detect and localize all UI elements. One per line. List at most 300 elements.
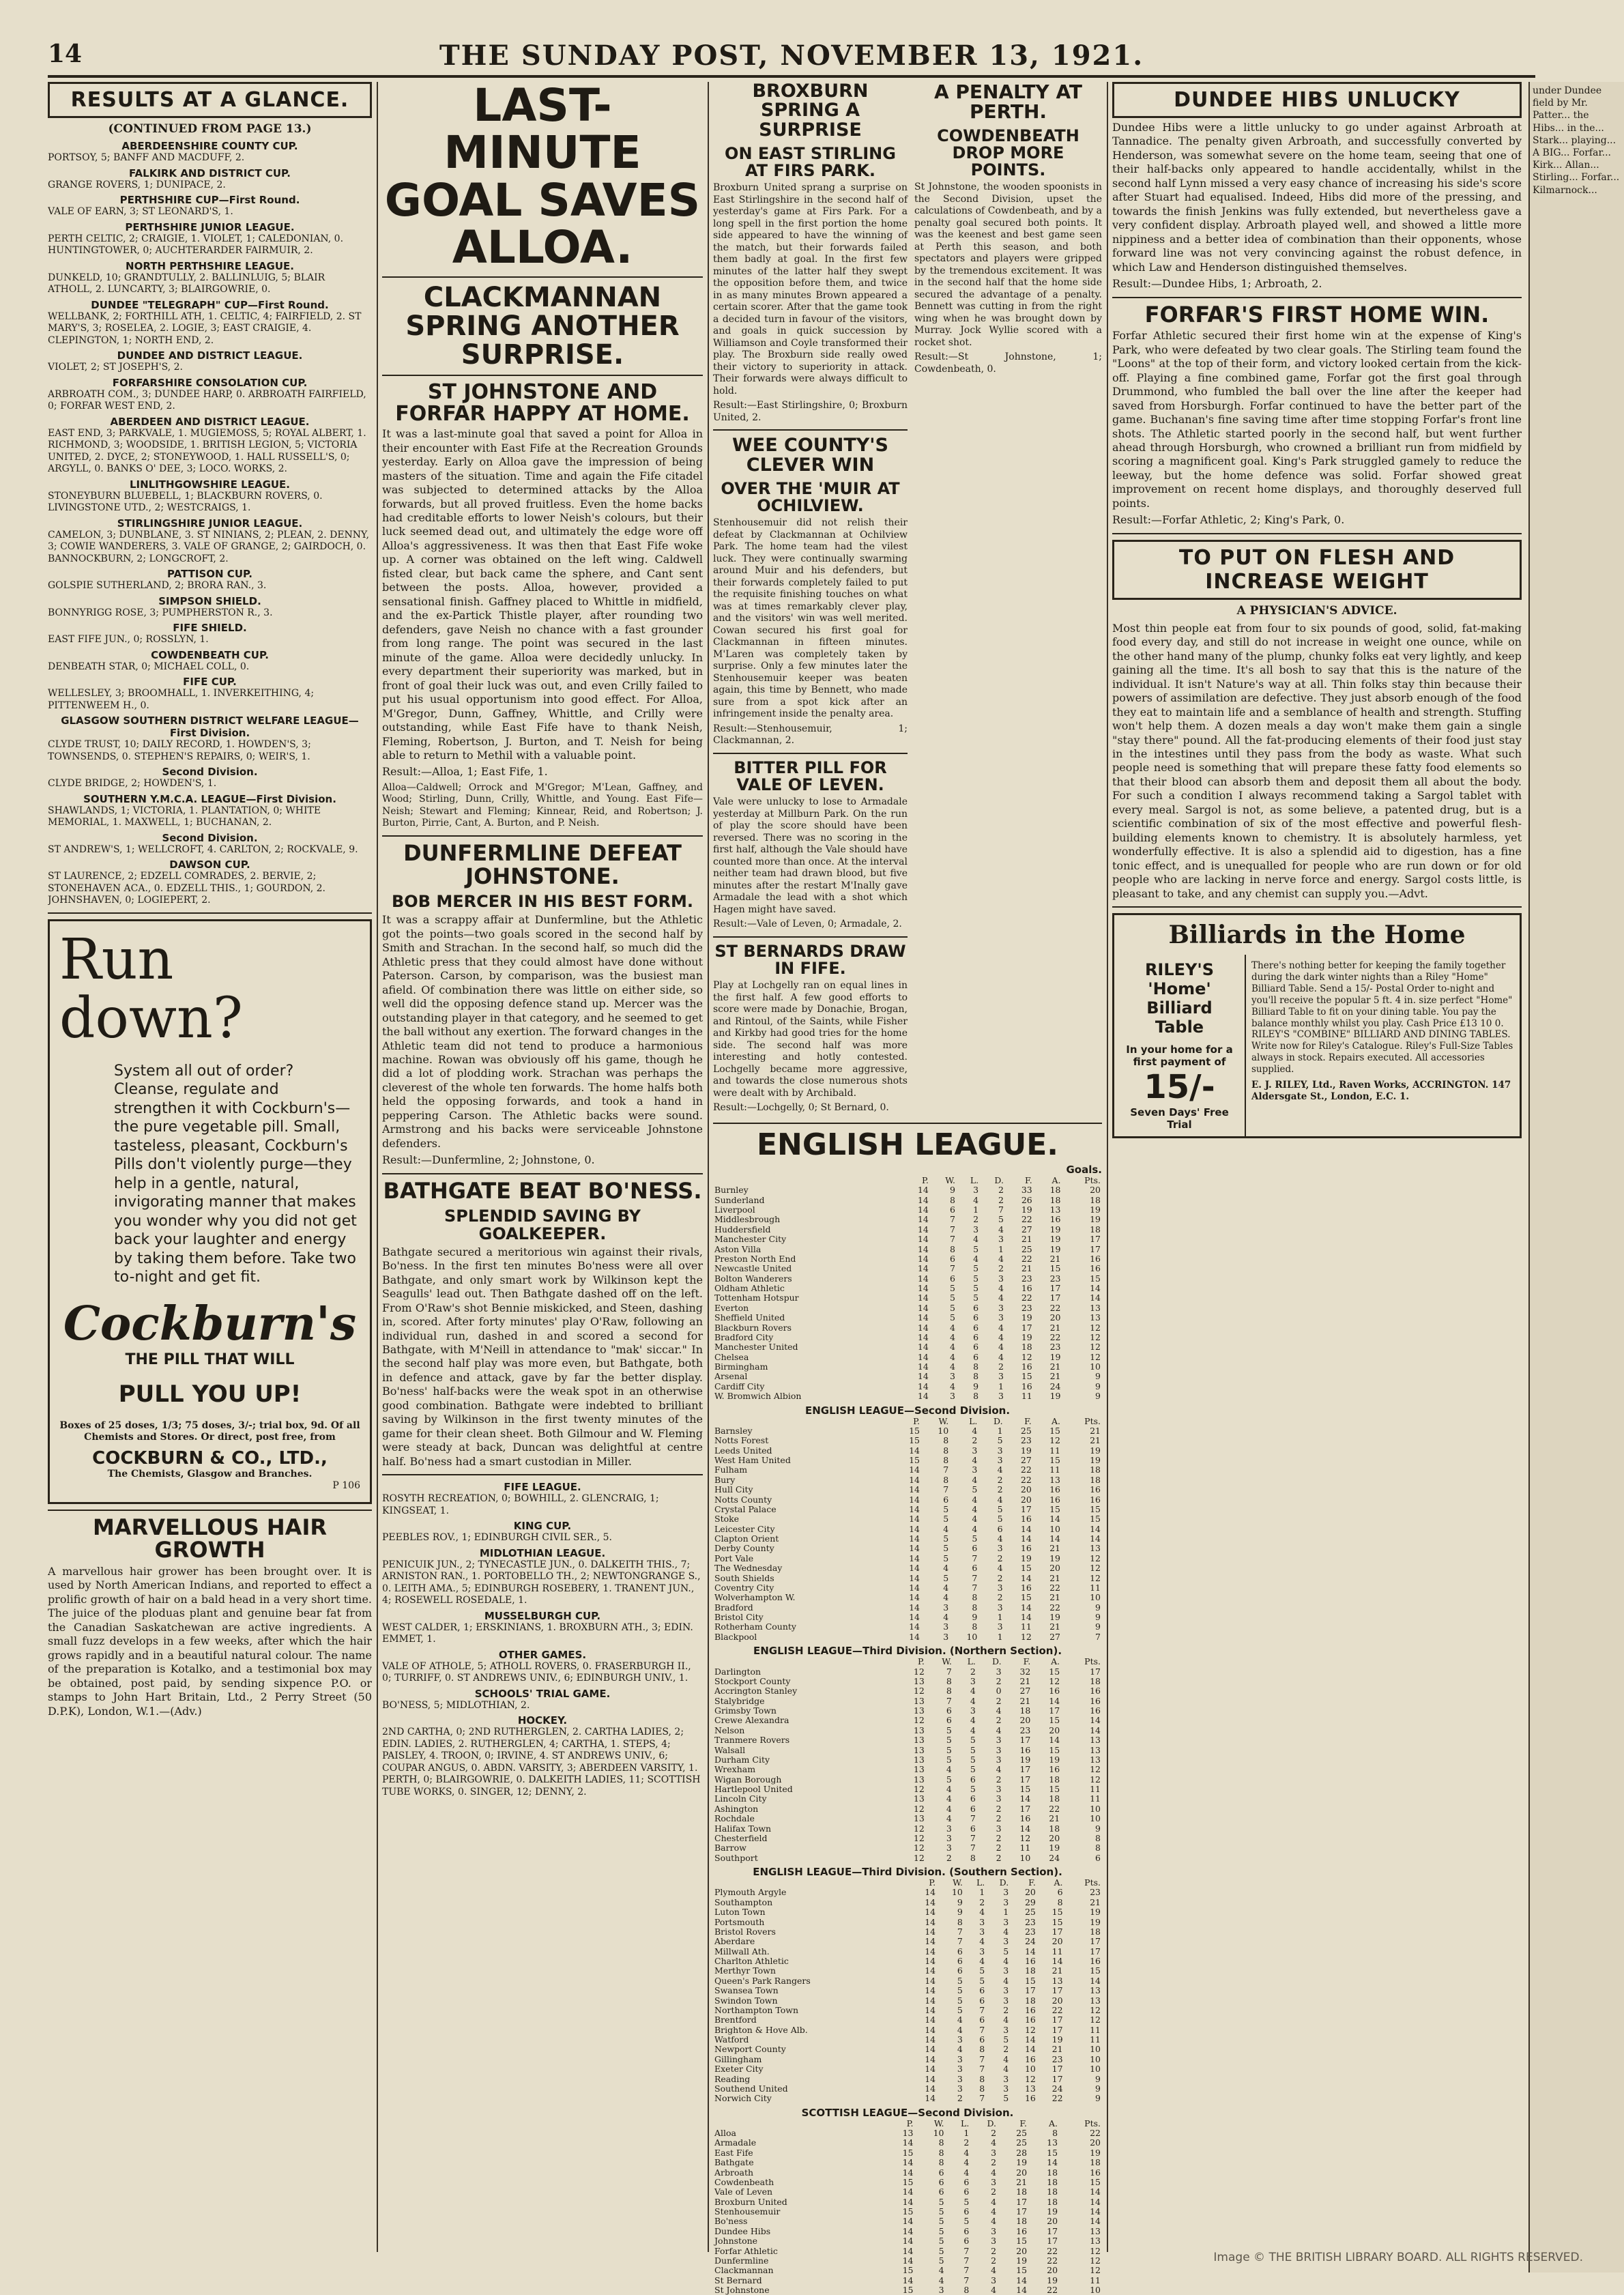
table-cell: 22 <box>1047 2245 1058 2256</box>
table-cell: 19 <box>1049 1391 1061 1402</box>
table-cell: 16 <box>1049 1686 1060 1697</box>
table-cell: 14 <box>925 1936 936 1947</box>
table-cell: 14 <box>1052 1956 1063 1967</box>
table-cell: 3 <box>991 2275 997 2285</box>
table-cell: 6 <box>973 1351 979 1362</box>
table-cell: 22 <box>1049 1803 1060 1814</box>
table-row <box>713 1613 1102 1622</box>
table-cell: 12 <box>1090 1351 1101 1362</box>
table-cell: 6 <box>970 1774 976 1785</box>
bathgate-subhead: SPLENDID SAVING BY GOALKEEPER. <box>444 1207 641 1243</box>
team-name: Vale of Leven <box>714 2186 773 2197</box>
section-results: VALE OF ATHOLE, 5; ATHOLL ROVERS, 0. FRASERBURGH II., 0; TURRIFF, 0. ST ANDREWS UNIV., 6; EDINBURGH UNIV., 1. <box>382 1660 691 1684</box>
perth-headline: A PENALTY AT PERTH. <box>933 82 1083 124</box>
table-cell: 19 <box>1047 2206 1058 2217</box>
table-cell: 14 <box>1090 1533 1101 1544</box>
team-name: Southend United <box>714 2083 788 2094</box>
table-cell: 3 <box>996 1784 1002 1795</box>
team-name: Bradford <box>714 1602 753 1613</box>
table-row <box>713 2217 1102 2226</box>
advert-prices: Boxes of 25 doses, 1/3; 75 doses, 3/-; trial box, 9d. Of all Chemists and Stores. Or direct, post free, from <box>59 1419 360 1443</box>
team-name: Bristol Rovers <box>714 1926 776 1937</box>
table-cell: 15 <box>1049 1666 1060 1677</box>
table-cell: 6 <box>972 1563 978 1574</box>
table-cell: 14 <box>917 1263 929 1274</box>
section-results: EAST END, 3; PARKVALE, 1. MUGIEMOSS, 5; ROYAL ALBERT, 1. RICHMOND, 3; WOODSIDE, 1. BRITISH LEGION, 5; VICTORIA UNITED, 2. DYCE, 2; STONEYWOOD, 1. HALL RUSSELL'S, 0; ARGYLL, 0. BANKS O' DEE, 3; LOCO. WORKS, 2. <box>48 427 366 474</box>
table-row <box>713 1534 1102 1544</box>
table-cell: 1 <box>963 2128 970 2139</box>
table-cell: 14 <box>917 1283 929 1294</box>
table-cell: 18 <box>1016 2216 1028 2227</box>
table-cell: 25 <box>1024 1907 1036 1918</box>
column-rule <box>708 82 709 2252</box>
table-cell: 8 <box>946 1675 952 1686</box>
table-cell: 6 <box>957 1956 963 1967</box>
table-cell: 5 <box>972 1484 978 1495</box>
team-name: Gillingham <box>714 2053 762 2064</box>
table-cell: 20 <box>1047 2265 1058 2276</box>
table-row <box>713 1254 1102 1264</box>
table-cell: 14 <box>925 2004 936 2015</box>
table-cell: 4 <box>972 1523 978 1534</box>
table-cell: 1 <box>997 1612 1003 1623</box>
table-cell: 16 <box>1090 1494 1101 1505</box>
team-name: Southampton <box>714 1896 773 1907</box>
table-cell: 8 <box>972 1602 978 1613</box>
team-name: Rotherham County <box>714 1621 796 1632</box>
team-name: Aberdare <box>714 1936 755 1947</box>
table-cell: 4 <box>938 2275 944 2285</box>
table-cell: 16 <box>1090 1484 1101 1495</box>
table-cell: 9 <box>1095 1612 1101 1623</box>
table-cell: 17 <box>1090 1243 1101 1254</box>
table-cell: 21 <box>1049 1322 1061 1333</box>
team-name: Reading <box>714 2073 751 2084</box>
table-cell: 5 <box>943 1543 949 1554</box>
table-row <box>713 1342 1102 1352</box>
flesh-headline: TO PUT ON FLESH AND INCREASE WEIGHT <box>1112 540 1522 600</box>
table-cell: 4 <box>973 1253 979 1264</box>
table-cell: 17 <box>1016 2206 1028 2217</box>
section-heading: SIMPSON SHIELD. <box>158 594 261 607</box>
table-cell: 14 <box>925 1975 936 1986</box>
table-cell: 17 <box>1049 1283 1061 1294</box>
table-cell: 12 <box>1090 1764 1101 1775</box>
table-cell: 5 <box>943 1572 949 1583</box>
table-cell: 14 <box>1049 1533 1060 1544</box>
section-heading: MUSSELBURGH CUP. <box>484 1609 601 1622</box>
table-cell: 2 <box>1003 2004 1009 2015</box>
table-cell: 17 <box>1090 1666 1101 1677</box>
billiards-body: There's nothing better for keeping the family together during the dark winter nights than a Riley "Home" Billiard Table. Send a 15/- Postal Order to-night and you'll receive the popular 5 ft. 4 in. size perfect "Home" Billiard Table to fit on your dining table. You pay the balance monthly whilst you play. Cash Price £13 10 0. RILEY'S "COMBINE" BILLIARD AND DINING TABLES. Write now for Riley's Catalogue. Riley's Full-Size Tables always in stock. Repairs executed. All accessories supplied. <box>1251 960 1513 1076</box>
table-cell: 19 <box>1020 1445 1032 1456</box>
table-cell: 4 <box>970 1695 976 1706</box>
table-cell: 1 <box>998 1381 1004 1391</box>
table-cell: 12 <box>1090 1322 1101 1333</box>
wee-county-headline: WEE COUNTY'S CLEVER WIN <box>731 435 889 476</box>
table-cell: 14 <box>1090 1975 1101 1986</box>
table-cell: 10 <box>1090 1361 1101 1372</box>
table-cell: 22 <box>1020 1464 1032 1475</box>
table-cell: 25 <box>1016 2128 1028 2139</box>
table-cell: 17 <box>1049 1705 1060 1716</box>
table-cell: 14 <box>917 1331 929 1342</box>
section-results: CAMELON, 3; DUNBLANE, 3. ST NINIANS, 2; PLEAN, 2. DENNY, 3; COWIE WANDERERS, 3. VALE OF GRANGE, 2; GAIRDOCH, 0. BANNOCKBURN, 2; LONGCROFT, 2. <box>48 529 369 564</box>
table-cell: 14 <box>917 1194 929 1205</box>
table-cell: 11 <box>1021 1391 1032 1402</box>
table-cell: 14 <box>917 1253 929 1264</box>
table-cell: 7 <box>949 1263 955 1274</box>
table-cell: 3 <box>957 2034 963 2045</box>
table-cell: 3 <box>1003 2024 1009 2035</box>
table-cell: 15 <box>1090 1965 1101 1976</box>
table-cell: 14 <box>909 1543 920 1554</box>
table-cell: 4 <box>998 1293 1004 1303</box>
table-cell: 8 <box>979 2044 985 2055</box>
table-cell: 8 <box>938 2137 944 2148</box>
table-cell: 10 <box>933 2128 944 2139</box>
table-cell: 19 <box>1016 2255 1028 2266</box>
section-heading: PERTHSHIRE CUP—First Round. <box>119 194 300 206</box>
table-cell: 4 <box>943 1592 949 1603</box>
section-heading: ABERDEENSHIRE COUNTY CUP. <box>121 140 298 152</box>
table-cell: 18 <box>1019 1705 1031 1716</box>
table-cell: 16 <box>1024 2093 1036 2104</box>
column-dundee <box>1112 82 1522 1138</box>
table-cell: 14 <box>1090 2196 1101 2207</box>
team-name: Bury <box>714 1474 736 1485</box>
table-row <box>713 1284 1102 1293</box>
table-row <box>713 1456 1102 1465</box>
table-cell: 15 <box>1090 1273 1101 1284</box>
table-cell: 16 <box>1090 1695 1101 1706</box>
table-cell: 15 <box>909 1435 920 1446</box>
table-cell: 14 <box>909 1445 920 1456</box>
table-cell: 2 <box>997 1484 1003 1495</box>
table-cell: 13 <box>1090 1302 1101 1313</box>
table-cell: 3 <box>996 1754 1002 1765</box>
table-cell: 21 <box>1049 1572 1060 1583</box>
table-cell: 12 <box>1090 2255 1101 2266</box>
table-cell: 14 <box>909 1631 920 1642</box>
table-cell: 4 <box>997 1464 1003 1475</box>
table-header: L. <box>970 1174 979 1185</box>
section-results: CLYDE TRUST, 10; DAILY RECORD, 1. HOWDEN'S, 3; TOWNSENDS, 0. STEPHEN'S REPAIRS, 0; WEIR'S, 1. <box>48 739 311 762</box>
team-name: Bradford City <box>714 1331 774 1342</box>
table-cell: 8 <box>972 1621 978 1632</box>
table-cell: 20 <box>1049 1724 1060 1735</box>
cockburn-advert <box>48 919 372 1504</box>
table-cell: 19 <box>1049 1843 1060 1853</box>
table-cell: 14 <box>917 1322 929 1333</box>
table-cell: 19 <box>1090 1445 1101 1456</box>
table-cell: 4 <box>998 1253 1004 1264</box>
table-cell: 18 <box>1090 1224 1101 1235</box>
table-cell: 12 <box>1090 1572 1101 1583</box>
table-row <box>713 1525 1102 1534</box>
table-cell: 18 <box>1047 2167 1058 2178</box>
table-cell: 5 <box>970 1735 976 1746</box>
table-cell: 12 <box>913 1666 925 1677</box>
section-results: SHAWLANDS, 1; VICTORIA, 1. PLANTATION, 0; WHITE MEMORIAL, 1. MAXWELL, 1; BUCHANAN, 2. <box>48 805 321 828</box>
table-cell: 14 <box>1090 2216 1101 2227</box>
div2-heading: ENGLISH LEAGUE—Second Division. <box>804 1404 1011 1417</box>
table-cell: 19 <box>1090 1455 1101 1466</box>
table-cell: 2 <box>946 1852 952 1863</box>
table-cell: 15 <box>1090 2176 1101 2187</box>
table-cell: 13 <box>913 1764 925 1775</box>
table-cell: 14 <box>1020 1572 1032 1583</box>
table-cell: 12 <box>1049 1675 1060 1686</box>
table-cell: 10 <box>1090 1813 1101 1824</box>
table-cell: 3 <box>957 2083 963 2094</box>
table-cell: 19 <box>1090 1907 1101 1918</box>
table-cell: 18 <box>1049 1194 1061 1205</box>
table-cell: 5 <box>979 1975 985 1986</box>
table-cell: 15 <box>1090 1514 1101 1525</box>
table-row <box>713 2227 1102 2236</box>
table-cell: 3 <box>991 2236 997 2247</box>
table-cell: 17 <box>1090 1234 1101 1245</box>
table-cell: 5 <box>949 1283 955 1294</box>
table-cell: 9 <box>973 1381 979 1391</box>
table-cell: 19 <box>1049 1553 1060 1563</box>
table-cell: 17 <box>1019 1774 1031 1785</box>
table-cell: 4 <box>949 1381 955 1391</box>
table-cell: 1 <box>973 1204 979 1215</box>
table-cell: 2 <box>997 1572 1003 1583</box>
team-name: Chelsea <box>714 1351 749 1362</box>
billiards-brand: RILEY'S 'Home' Billiard Table <box>1144 960 1215 1037</box>
table-row <box>713 1574 1102 1583</box>
table-cell: 7 <box>963 2275 970 2285</box>
advert-company-address: The Chemists, Glasgow and Branches. <box>107 1468 313 1480</box>
table-cell: 4 <box>991 2167 997 2178</box>
table-cell: 9 <box>957 1907 963 1918</box>
table-row <box>713 2187 1102 2197</box>
table-cell: 13 <box>913 1705 925 1716</box>
table-row <box>713 2178 1102 2187</box>
table-cell: 23 <box>1049 1273 1061 1284</box>
table-cell: 14 <box>909 1582 920 1593</box>
table-cell: 21 <box>1052 2044 1063 2055</box>
team-name: Aston Villa <box>714 1243 762 1254</box>
table-cell: 6 <box>949 1204 955 1215</box>
table-cell: 4 <box>998 1351 1004 1362</box>
table-cell: 3 <box>949 1371 955 1382</box>
table-row <box>713 1667 1102 1677</box>
advert-headline: Run down? <box>59 927 243 1051</box>
dundee-hibs-result: Result:—Dundee Hibs, 1; Arbroath, 2. <box>1112 277 1322 291</box>
team-name: Wolverhampton W. <box>714 1592 796 1603</box>
table-cell: 10 <box>951 1887 963 1898</box>
table-cell: 2 <box>998 1361 1004 1372</box>
table-cell: 13 <box>913 1675 925 1686</box>
table-cell: 9 <box>972 1612 978 1623</box>
table-cell: 15 <box>1024 1975 1036 1986</box>
table-cell: 5 <box>957 1985 963 1996</box>
table-cell: 13 <box>1024 2083 1036 2094</box>
table-row <box>713 1333 1102 1342</box>
table-row <box>713 1918 1102 1927</box>
table-cell: 16 <box>1049 1764 1060 1775</box>
table-cell: 5 <box>970 1754 976 1765</box>
table-cell: 7 <box>949 1214 955 1225</box>
table-cell: 13 <box>1049 1204 1061 1215</box>
table-cell: 15 <box>909 1455 920 1466</box>
table-cell: 16 <box>1020 1543 1032 1554</box>
table-cell: 9 <box>957 1896 963 1907</box>
table-cell: 6 <box>973 1312 979 1323</box>
table-row <box>713 1563 1102 1573</box>
table-cell: 13 <box>913 1774 925 1785</box>
section-heading: NORTH PERTHSHIRE LEAGUE. <box>126 259 294 272</box>
table-cell: 5 <box>949 1312 955 1323</box>
table-cell: 25 <box>1020 1425 1032 1436</box>
section-heading: FIFE SHIELD. <box>173 622 247 634</box>
team-name: Fulham <box>714 1464 748 1475</box>
table-header: A. <box>1051 1415 1060 1426</box>
table-cell: 6 <box>946 1715 952 1726</box>
table-cell: 21 <box>1090 1425 1101 1436</box>
team-name: Charlton Athletic <box>714 1956 789 1967</box>
table-cell: 17 <box>1052 2015 1063 2025</box>
table-cell: 14 <box>917 1234 929 1245</box>
team-name: Wrexham <box>714 1764 756 1775</box>
table-cell: 5 <box>972 1533 978 1544</box>
table-cell: 23 <box>1052 2053 1063 2064</box>
page-number: 14 <box>48 40 83 68</box>
table-cell: 14 <box>925 1995 936 2006</box>
table-cell: 19 <box>1090 1204 1101 1215</box>
table-header: L. <box>961 2118 970 2128</box>
table-cell: 14 <box>925 2053 936 2064</box>
table-cell: 29 <box>1024 1896 1036 1907</box>
table-cell: 5 <box>957 1975 963 1986</box>
table-cell: 4 <box>957 2015 963 2025</box>
team-name: Swansea Town <box>714 1985 779 1996</box>
table-cell: 10 <box>966 1631 978 1642</box>
table-cell: 16 <box>1019 1744 1031 1755</box>
table-cell: 14 <box>925 1946 936 1957</box>
broxburn-body: Broxburn United sprang a surprise on East Stirlingshire in the second half of yesterday's game at Firs Park. For a long spell in the first portion the home side appeared to have the winning of the match, but their forwards failed them badly at goal. In the first few minutes of the latter half they swept the opposition before them, and twice in as many minutes Brown appeared a certain scorer. After that the game took a decided turn in favour of the visitors, and goals in quick succession by Williamson and Coyle transformed their play. The Broxburn side really owed their victory to superiority in attack. Their forwards were always difficult to hold. <box>713 182 908 396</box>
section-heading: ABERDEEN AND DISTRICT LEAGUE. <box>110 415 310 428</box>
table-cell: 19 <box>1021 1312 1032 1323</box>
clackmannan-headline: CLACKMANNAN SPRING ANOTHER SURPRISE. <box>405 282 680 371</box>
table-cell: 8 <box>979 2083 985 2094</box>
table-cell: 4 <box>943 1582 949 1593</box>
team-name: Southport <box>714 1852 758 1863</box>
table-cell: 24 <box>1052 2083 1063 2094</box>
table-cell: 4 <box>970 1715 976 1726</box>
table-cell: 14 <box>909 1533 920 1544</box>
table-cell: 27 <box>1020 1455 1032 1466</box>
section-results: DENBEATH STAR, 0; MICHAEL COLL, 0. <box>48 661 250 672</box>
table-cell: 6 <box>957 1946 963 1957</box>
table-cell: 6 <box>979 2015 985 2025</box>
table-header: A. <box>1049 2118 1058 2128</box>
table-cell: 6 <box>949 1273 955 1284</box>
table-cell: 21 <box>1052 1965 1063 1976</box>
table-cell: 14 <box>1090 1724 1101 1735</box>
table-cell: 14 <box>909 1523 920 1534</box>
table-cell: 33 <box>1021 1185 1032 1196</box>
team-name: Clapton Orient <box>714 1533 779 1544</box>
table-cell: 3 <box>946 1843 952 1853</box>
table-cell: 16 <box>1020 1514 1032 1525</box>
table-cell: 5 <box>979 1965 985 1976</box>
table-cell: 5 <box>943 1514 949 1525</box>
table-cell: 19 <box>1021 1331 1032 1342</box>
team-name: Lincoln City <box>714 1793 767 1804</box>
table-cell: 22 <box>1020 1474 1032 1485</box>
table-cell: 9 <box>1095 1823 1101 1834</box>
table-cell: 13 <box>913 1724 925 1735</box>
table-header: A. <box>1052 1174 1061 1185</box>
table-cell: 1 <box>998 1243 1004 1254</box>
table-cell: 6 <box>949 1253 955 1264</box>
english-league-div3n-table <box>713 1657 1102 1863</box>
flesh-subhead: A PHYSICIAN'S ADVICE. <box>1236 603 1397 618</box>
table-cell: 11 <box>1090 2275 1101 2285</box>
table-cell: 6 <box>973 1342 979 1353</box>
team-name: Rochdale <box>714 1813 755 1824</box>
table-cell: 3 <box>1003 1985 1009 1996</box>
team-name: Accrington Stanley <box>714 1686 798 1697</box>
wee-county-body: Stenhousemuir did not relish their defeat by Clackmannan at Ochilview Park. The home team had the vilest luck. They were continually swarming around Muir and his defenders, but their forwards completely failed to put the requisite finishing touches on what was at times remarkably clever play, and the visitors' win was well merited. Cowan secured his first goal for Clackmannan in fifteen minutes. M'Laren was completely taken by surprise. Only a few minutes later the Stenhousemuir keeper was beaten again, this time by Bennett, who made sure from a spot kick after an infringement inside the penalty area. <box>713 517 908 720</box>
table-cell: 18 <box>1090 1675 1101 1686</box>
table-row <box>713 1794 1102 1804</box>
team-name: Sheffield United <box>714 1312 785 1323</box>
table-cell: 20 <box>1024 1887 1036 1898</box>
billiards-right-panel <box>1246 955 1520 1136</box>
table-cell: 13 <box>902 2128 914 2139</box>
table-cell: 14 <box>917 1243 929 1254</box>
table-cell: 15 <box>1047 2147 1058 2158</box>
section-results: PEEBLES ROV., 1; EDINBURGH CIVIL SER., 5. <box>382 1532 612 1544</box>
table-row <box>713 1235 1102 1244</box>
wee-county-subhead: OVER THE 'MUIR AT OCHILVIEW. <box>721 479 900 516</box>
table-cell: 14 <box>917 1391 929 1402</box>
table-row <box>713 1697 1102 1706</box>
table-cell: 7 <box>998 1204 1004 1215</box>
table-cell: 16 <box>1090 1253 1101 1264</box>
team-name: Newcastle United <box>714 1263 792 1274</box>
table-row <box>713 1824 1102 1834</box>
table-cell: 21 <box>1049 1592 1060 1603</box>
table-cell: 14 <box>925 1896 936 1907</box>
table-cell: 23 <box>1021 1273 1032 1284</box>
table-cell: 14 <box>917 1224 929 1235</box>
table-cell: 6 <box>963 2236 970 2247</box>
section-heading: DUNDEE AND DISTRICT LEAGUE. <box>117 349 303 362</box>
section-results: GOLSPIE SUTHERLAND, 2; BRORA RAN., 3. <box>48 580 267 591</box>
billiards-left-panel <box>1114 955 1246 1136</box>
table-row <box>713 1716 1102 1725</box>
table-cell: 5 <box>1003 2093 1009 2104</box>
table-cell: 19 <box>1049 1351 1061 1362</box>
table-row <box>713 2158 1102 2167</box>
table-cell: 14 <box>909 1484 920 1495</box>
table-cell: 15 <box>1049 1503 1060 1514</box>
table-cell: 3 <box>998 1312 1004 1323</box>
table-cell: 14 <box>925 1965 936 1976</box>
table-cell: 10 <box>1090 2044 1101 2055</box>
table-cell: 14 <box>909 1602 920 1613</box>
section-results: STONEYBURN BLUEBELL, 1; BLACKBURN ROVERS, 0. LIVINGSTONE UTD., 2; WESTCRAIGS, 1. <box>48 490 323 513</box>
team-name: Luton Town <box>714 1907 766 1918</box>
table-cell: 15 <box>1049 1715 1060 1726</box>
